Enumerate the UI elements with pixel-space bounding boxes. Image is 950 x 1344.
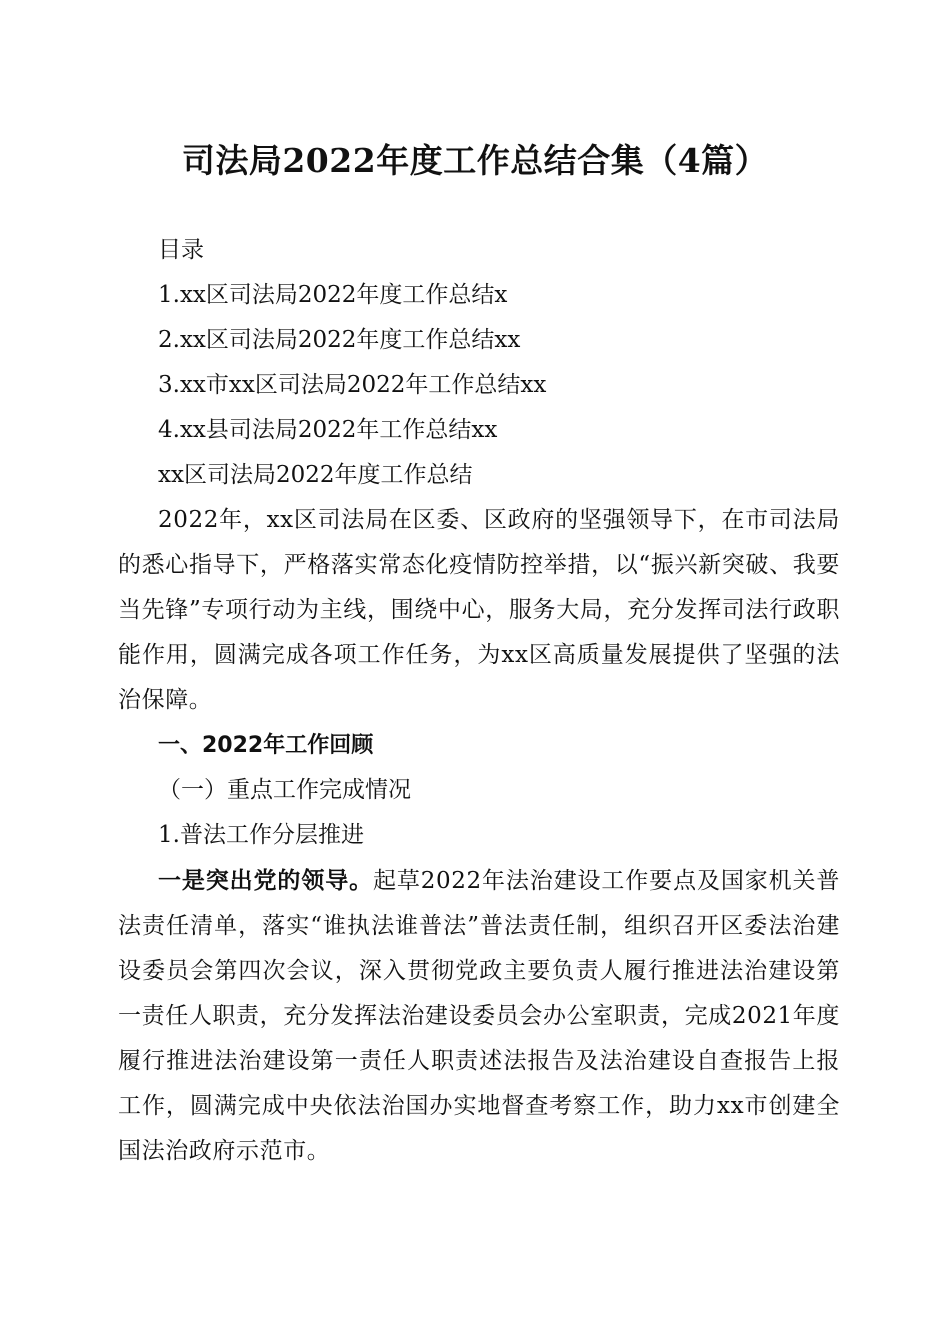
item-heading-1: 1.普法工作分层推进 [158, 822, 364, 848]
toc-item-2: 2.xx区司法局2022年度工作总结xx [158, 327, 521, 353]
document-title: 司法局2022年度工作总结合集（4篇） [181, 141, 769, 180]
toc-item-1: 1.xx区司法局2022年度工作总结x [158, 282, 508, 308]
article-title: xx区司法局2022年度工作总结 [158, 462, 473, 488]
intro-paragraph: 2022年，xx区司法局在区委、区政府的坚强领导下，在市司法局的悉心指导下，严格落实常态化疫情防控举措，以“振兴新突破、我要当先锋”专项行动为主线，围绕中心，服务大局，充分发挥司法行政职能作用，圆满完成各项工作任务，为xx区高质量发展提供了坚强的法治保障。 [118, 507, 840, 713]
item-paragraph-1 [118, 858, 840, 1174]
subsection-heading-1: （一）重点工作完成情况 [158, 777, 411, 803]
section-heading-1: 一、2022年工作回顾 [158, 733, 374, 758]
item-body-text: 起草2022年法治建设工作要点及国家机关普法责任清单，落实“谁执法谁普法”普法责任制，组织召开区委法治建设委员会第四次会议，深入贯彻党政主要负责人履行推进法治建设第一责任人职责，充分发挥法治建设委员会办公室职责，完成2021年度履行推进法治建设第一责任人职责述法报告及法治建设自查报告上报工作，圆满完成中央依法治国办实地督查考察工作，助力xx市创建全国法治政府示范市。 [118, 868, 840, 1164]
toc-item-4: 4.xx县司法局2022年工作总结xx [158, 417, 498, 443]
toc-heading: 目录 [158, 237, 204, 263]
document-body [118, 228, 840, 1174]
item-lead-text: 一是突出党的领导。 [158, 867, 373, 894]
toc-item-3: 3.xx市xx区司法局2022年工作总结xx [158, 372, 547, 398]
